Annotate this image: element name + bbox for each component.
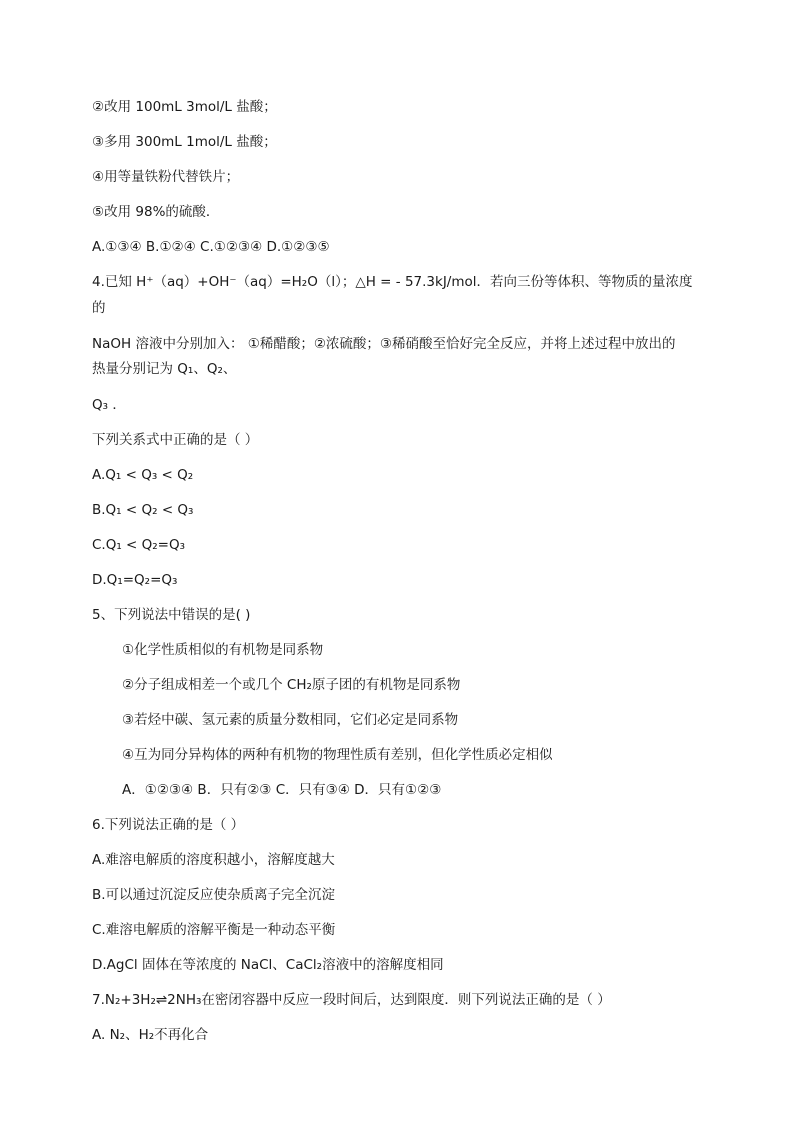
question-6-option-d: D.AgCl 固体在等浓度的 NaCl、CaCl₂溶液中的溶解度相同 — [92, 957, 444, 973]
question-5-statement-2: ②分子组成相差一个或几个 CH₂原子团的有机物是同系物 — [122, 677, 461, 693]
text-line-option-3: ③多用 300mL 1mol/L 盐酸； — [92, 134, 277, 150]
question-4-option-a: A.Q₁ < Q₃ < Q₂ — [92, 467, 194, 483]
question-4-prompt: 下列关系式中正确的是（ ） — [92, 432, 259, 448]
question-4-stem-2: NaOH 溶液中分别加入： ①稀醋酸；②浓硫酸；③稀硝酸至恰好完全反应，并将上述过程中放出的 — [92, 336, 676, 352]
question-6-option-a: A.难溶电解质的溶度积越小，溶解度越大 — [92, 852, 335, 868]
text-line-option-2: ②改用 100mL 3mol/L 盐酸； — [92, 99, 277, 115]
question-4-option-d: D.Q₁=Q₂=Q₃ — [92, 572, 178, 588]
question-7-stem: 7.N₂+3H₂⇌2NH₃在密闭容器中反应一段时间后，达到限度．则下列说法正确的是（ ） — [92, 992, 611, 1008]
question-4-stem-3: 热量分别记为 Q₁、Q₂、 — [92, 361, 237, 377]
question-4-option-c: C.Q₁ < Q₂=Q₃ — [92, 537, 186, 553]
question-5-statement-3: ③若烃中碳、氢元素的质量分数相同，它们必定是同系物 — [122, 712, 459, 728]
question-4-option-b: B.Q₁ < Q₂ < Q₃ — [92, 502, 194, 518]
question-4-stem-cont: 的 — [92, 300, 106, 316]
question-4-stem-4: Q₃ ． — [92, 397, 126, 413]
text-line-option-5: ⑤改用 98%的硫酸． — [92, 204, 220, 220]
question-5-statement-1: ①化学性质相似的有机物是同系物 — [122, 642, 324, 658]
question-6-option-c: C.难溶电解质的溶解平衡是一种动态平衡 — [92, 922, 336, 938]
question-4-stem: 4.已知 H⁺（aq）+OH⁻（aq）=H₂O（l）；△H = - 57.3kJ/mol．若向三份等体积、等物质的量浓度 — [92, 274, 693, 290]
question-6-stem: 6.下列说法正确的是（ ） — [92, 817, 245, 833]
text-line-option-4: ④用等量铁粉代替铁片； — [92, 169, 240, 185]
question-5-choices: A．①②③④ B．只有②③ C．只有③④ D．只有①②③ — [122, 782, 442, 798]
question-7-option-a: A. N₂、H₂不再化合 — [92, 1027, 209, 1043]
question-5-statement-4: ④互为同分异构体的两种有机物的物理性质有差别，但化学性质必定相似 — [122, 747, 553, 763]
question-5-stem: 5、下列说法中错误的是( ) — [92, 607, 251, 623]
question-6-option-b: B.可以通过沉淀反应使杂质离子完全沉淀 — [92, 887, 336, 903]
answer-choices-q3: A.①③④ B.①②④ C.①②③④ D.①②③⑤ — [92, 239, 330, 255]
